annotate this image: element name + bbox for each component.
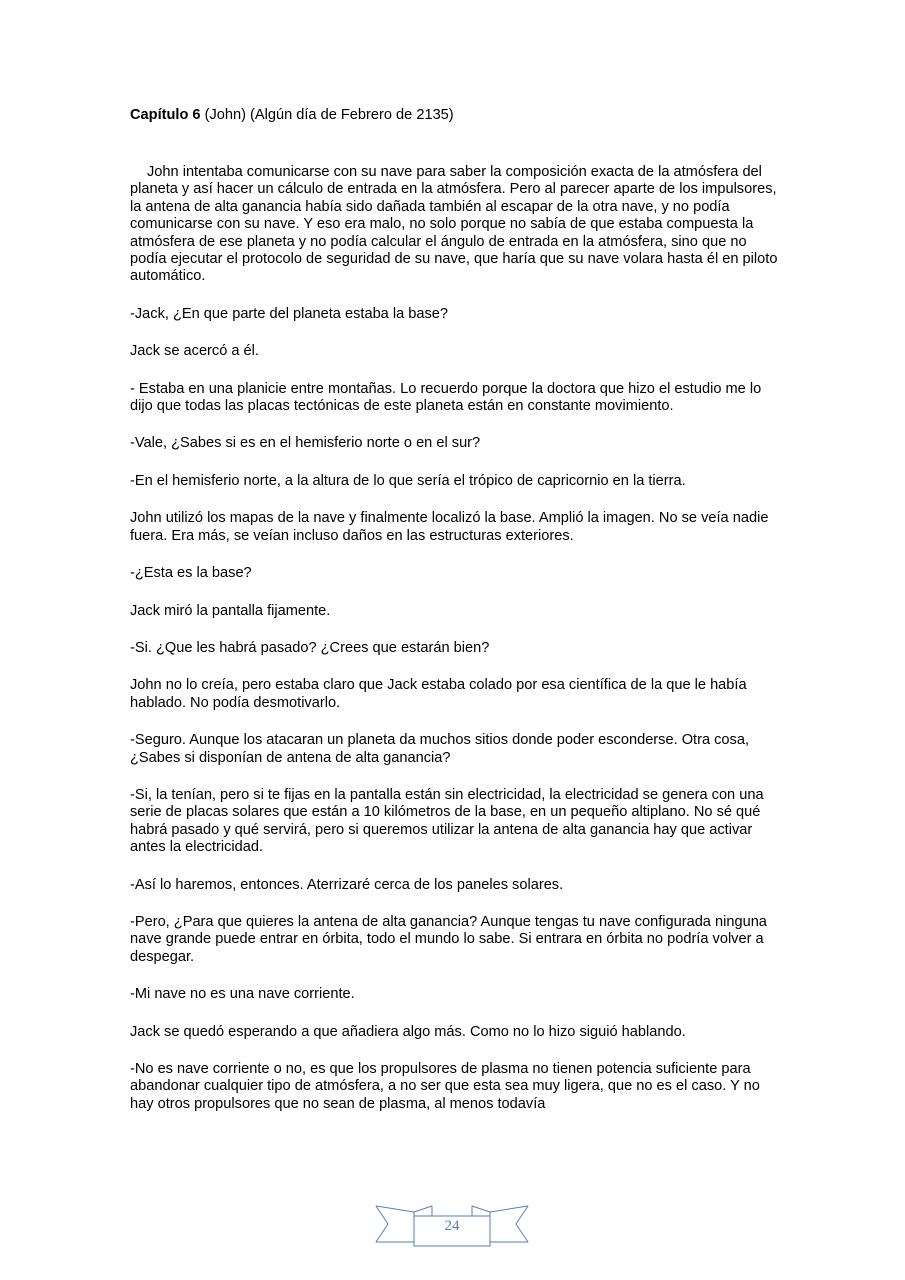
paragraph: John no lo creía, pero estaba claro que Jack estaba colado por esa científica de la que le había hablado. No podía desmotivarlo. [130, 677, 747, 711]
paragraph: -¿Esta es la base? [130, 565, 252, 582]
paragraph: -Seguro. Aunque los atacaran un planeta da muchos sitios donde poder esconderse. Otra cosa, ¿Sabes si disponían de antena de alta ganancia? [130, 732, 750, 766]
chapter-heading [130, 106, 778, 124]
chapter-subtitle: (John) (Algún día de Febrero de 2135) [200, 107, 454, 123]
paragraph: -Vale, ¿Sabes si es en el hemisferio norte o en el sur? [130, 435, 481, 452]
paragraph: -Así lo haremos, entonces. Aterrizaré cerca de los paneles solares. [130, 876, 564, 893]
page-number: 24 [444, 1218, 460, 1234]
chapter-number: Capítulo 6 [130, 107, 201, 123]
paragraph: -Si. ¿Que les habrá pasado? ¿Crees que estarán bien? [130, 639, 490, 656]
paragraph: - Estaba en una planicie entre montañas. Lo recuerdo porque la doctora que hizo el estudio me lo dijo que todas las placas tectónicas de este planeta están en constante movimiento. [130, 380, 762, 415]
page-content [130, 106, 778, 1133]
paragraph: -Mi nave no es una nave corriente. [130, 986, 355, 1003]
paragraph: John intentaba comunicarse con su nave para saber la composición exacta de la atmósfera del planeta y así hacer un cálculo de entrada en la atmósfera. Pero al parecer aparte de los impulsores, la antena de alta ganancia había sido dañada también al escapar de la otra nave, y no podía comunicarse con su nave. Y eso era malo, no solo porque no sabía de que estaba compuesta la atmósfera de ese planeta y no podía calcular el ángulo de entrada en la atmósfera, sino que no podía ejecutar el protocolo de seguridad de su nave, que haría que su nave volara hasta él en piloto automático. [130, 164, 778, 285]
paragraph: -Jack, ¿En que parte del planeta estaba la base? [130, 305, 449, 322]
paragraph: Jack miró la pantalla fijamente. [130, 602, 331, 619]
page-number-ribbon [374, 1202, 530, 1250]
paragraph: -En el hemisferio norte, a la altura de lo que sería el trópico de capricornio en la tierra. [130, 472, 686, 489]
paragraph: -Si, la tenían, pero si te fijas en la pantalla están sin electricidad, la electricidad se genera con una serie de placas solares que están a 10 kilómetros de la base, en un pequeño altiplano. No sé qué habrá pasado y qué servirá, pero si queremos utilizar la antena de alta ganancia hay que activar antes la electricidad. [130, 786, 764, 856]
paragraph: John utilizó los mapas de la nave y finalmente localizó la base. Amplió la imagen. No se veía nadie fuera. Era más, se veían incluso daños en las estructuras exteriores. [130, 510, 769, 544]
paragraph: Jack se quedó esperando a que añadiera algo más. Como no lo hizo siguió hablando. [130, 1023, 686, 1040]
paragraph: -No es nave corriente o no, es que los propulsores de plasma no tienen potencia suficiente para abandonar cualquier tipo de atmósfera, a no ser que esta sea muy ligera, que no es el caso. Y no hay otros propulsores que no sean de plasma, al menos todavía [130, 1061, 760, 1112]
paragraph: Jack se acercó a él. [130, 343, 259, 360]
paragraph: -Pero, ¿Para que quieres la antena de alta ganancia? Aunque tengas tu nave configurada ninguna nave grande puede entrar en órbita, todo el mundo lo sabe. Si entrara en órbita no podría volver a despegar. [130, 913, 767, 965]
